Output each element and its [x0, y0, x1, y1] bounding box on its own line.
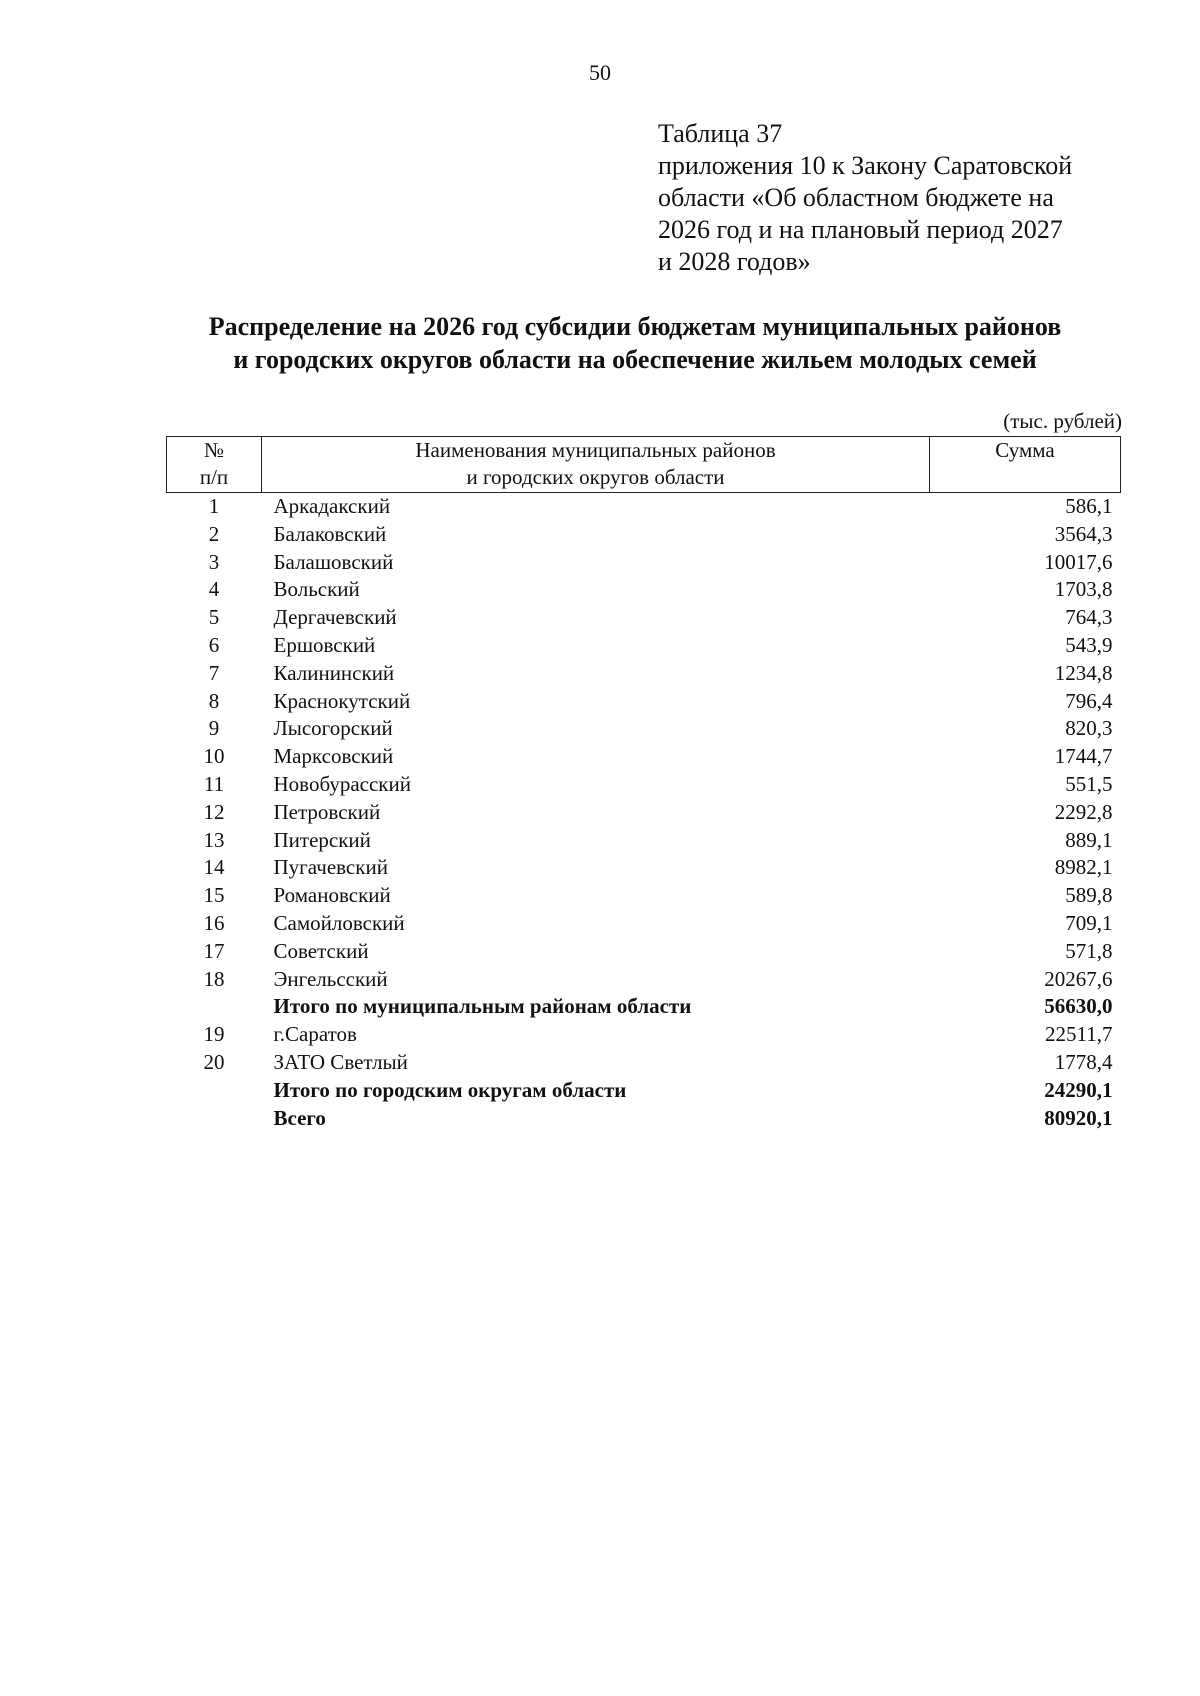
- row-number: [167, 993, 262, 1021]
- header-name-line: Наименования муниципальных районов: [415, 438, 776, 462]
- units-label: (тыс. рублей): [1003, 409, 1122, 433]
- row-sum: 889,1: [1065, 827, 1113, 852]
- appendix-reference: [658, 118, 1106, 278]
- table-row: [167, 743, 1121, 771]
- row-sum: 586,1: [1065, 494, 1113, 518]
- subsidy-table: [166, 436, 1121, 1132]
- table-row: [167, 493, 1121, 521]
- table-row: [167, 854, 1121, 882]
- appendix-line: Таблица 37: [658, 119, 783, 148]
- row-sum: 1744,7: [1054, 744, 1113, 769]
- row-name: Аркадакский: [273, 494, 391, 518]
- row-name: Новобурасский: [273, 771, 411, 796]
- header-number-line: №: [203, 438, 225, 462]
- row-name: Энгельсский: [273, 966, 388, 991]
- row-name: Всего: [273, 1105, 326, 1130]
- row-sum: 8982,1: [1054, 855, 1113, 880]
- row-name: ЗАТО Светлый: [273, 1049, 408, 1074]
- table-row: [167, 632, 1121, 660]
- row-name: Дергачевский: [273, 605, 397, 630]
- table-row: [167, 910, 1121, 938]
- table-total-row: [167, 1077, 1121, 1105]
- appendix-line: приложения 10 к Закону Саратовской: [658, 151, 1073, 180]
- row-number: 8: [208, 688, 220, 713]
- table-row: [167, 1049, 1121, 1077]
- row-sum: 1234,8: [1054, 660, 1113, 685]
- row-name: Балашовский: [273, 549, 394, 574]
- row-name: Пугачевский: [273, 855, 388, 880]
- header-number-line: п/п: [199, 465, 229, 489]
- page-number: 50: [589, 60, 611, 85]
- header-number: [167, 437, 262, 493]
- table-body: [167, 493, 1121, 1133]
- row-name: Балаковский: [273, 521, 387, 546]
- row-name: Петровский: [273, 799, 381, 824]
- row-sum: 2292,8: [1054, 799, 1113, 824]
- row-number: 10: [203, 744, 225, 769]
- row-number: 16: [203, 910, 225, 935]
- row-number: 11: [203, 771, 225, 796]
- row-sum: 571,8: [1065, 938, 1113, 963]
- row-sum: 1703,8: [1054, 577, 1113, 602]
- row-name: г.Саратов: [273, 1022, 357, 1047]
- row-sum: 22511,7: [1045, 1022, 1113, 1047]
- header-sum: Сумма: [930, 437, 1121, 493]
- row-name: Советский: [273, 938, 369, 963]
- row-name: Лысогорский: [273, 716, 393, 741]
- table-row: [167, 688, 1121, 716]
- row-number: [167, 1105, 262, 1133]
- header-name: [262, 437, 930, 493]
- row-number: 18: [203, 966, 225, 991]
- row-name: Питерский: [273, 827, 371, 852]
- row-number: 13: [203, 827, 225, 852]
- row-name: Калининский: [273, 660, 395, 685]
- row-name: Итого по городским округам области: [273, 1077, 627, 1102]
- appendix-line: 2026 год и на плановый период 2027: [658, 215, 1063, 244]
- table-row: [167, 799, 1121, 827]
- row-sum: 796,4: [1065, 688, 1113, 713]
- row-number: 1: [208, 494, 220, 518]
- row-name: Вольский: [273, 577, 360, 602]
- row-sum: 3564,3: [1054, 521, 1113, 546]
- row-number: 15: [203, 883, 225, 908]
- row-name: Марксовский: [273, 744, 394, 769]
- row-sum: 820,3: [1065, 716, 1113, 741]
- row-number: 2: [208, 521, 220, 546]
- row-sum: 764,3: [1065, 605, 1113, 630]
- row-number: 19: [203, 1022, 225, 1047]
- table-row: [167, 1021, 1121, 1049]
- row-name: Ершовский: [273, 632, 376, 657]
- table-row: [167, 827, 1121, 855]
- table-row: [167, 771, 1121, 799]
- table-row: [167, 882, 1121, 910]
- table-header-row: [167, 437, 1121, 493]
- row-number: 7: [208, 660, 220, 685]
- table-row: [167, 576, 1121, 604]
- row-sum: 10017,6: [1044, 549, 1113, 574]
- row-name: Самойловский: [273, 910, 405, 935]
- row-sum: 543,9: [1065, 632, 1113, 657]
- row-number: 6: [208, 632, 220, 657]
- table-row: [167, 549, 1121, 577]
- row-name: Краснокутский: [273, 688, 411, 713]
- row-number: 4: [208, 577, 220, 602]
- row-sum: 1778,4: [1054, 1049, 1113, 1074]
- row-sum: 551,5: [1065, 771, 1113, 796]
- table-total-row: [167, 1105, 1121, 1133]
- table-row: [167, 715, 1121, 743]
- appendix-line: области «Об областном бюджете на: [658, 183, 1054, 212]
- row-sum: 56630,0: [1044, 994, 1113, 1019]
- row-sum: 709,1: [1065, 910, 1113, 935]
- row-number: 12: [203, 799, 225, 824]
- row-number: 9: [208, 716, 220, 741]
- table-row: [167, 938, 1121, 966]
- row-sum: 589,8: [1065, 883, 1113, 908]
- row-number: 3: [208, 549, 220, 574]
- table-row: [167, 604, 1121, 632]
- appendix-line: и 2028 годов»: [658, 247, 811, 276]
- row-number: [167, 1077, 262, 1105]
- table-total-row: [167, 993, 1121, 1021]
- row-name: Романовский: [273, 883, 391, 908]
- table-row: [167, 521, 1121, 549]
- row-number: 20: [203, 1049, 225, 1074]
- table-row: [167, 966, 1121, 994]
- row-sum: 24290,1: [1044, 1077, 1113, 1102]
- title-line: и городских округов области на обеспечение жильем молодых семей: [233, 345, 1037, 374]
- row-name: Итого по муниципальным районам области: [273, 994, 692, 1019]
- table-row: [167, 660, 1121, 688]
- header-name-line: и городских округов области: [466, 465, 725, 489]
- row-number: 14: [203, 855, 225, 880]
- document-title: [150, 310, 1120, 376]
- row-sum: 80920,1: [1044, 1105, 1113, 1130]
- row-sum: 20267,6: [1044, 966, 1113, 991]
- row-number: 5: [208, 605, 220, 630]
- row-number: 17: [203, 938, 225, 963]
- title-line: Распределение на 2026 год субсидии бюджетам муниципальных районов: [208, 312, 1062, 341]
